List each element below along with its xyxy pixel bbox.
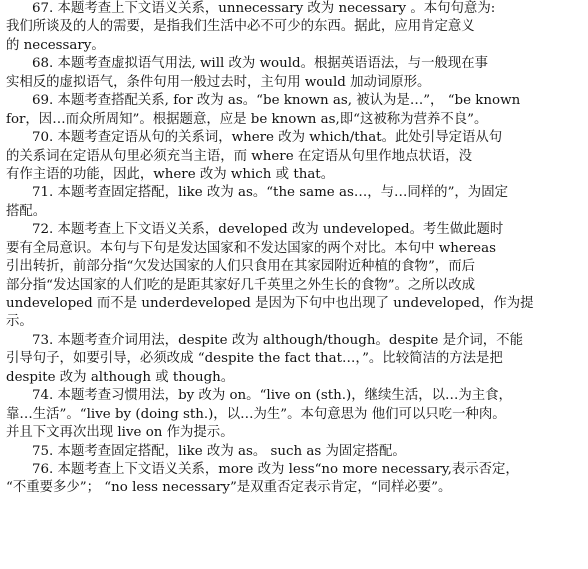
text-line: 71. 本题考查固定搭配，like 改为 as。“the same as…，与…同样的”，为固定 xyxy=(32,185,508,201)
text-line: 75. 本题考查固定搭配，like 改为 as。 such as 为固定搭配。 xyxy=(32,443,406,459)
text-line: 的 necessary。 xyxy=(6,37,105,53)
text-line: undeveloped 而不是 underdeveloped 是因为下句中也出现了 undeveloped，作为提 xyxy=(6,296,534,311)
text-line: 67. 本题考查上下文语义关系，unnecessary 改为 necessary 。本句句意为: xyxy=(32,1,496,16)
text-line: 我们所谈及的人的需要，是指我们生活中必不可少的东西。据此，应用肯定意义 xyxy=(6,19,475,35)
text-line: 部分指“发达国家的人们吃的是距其家好几千英里之外生长的食物”。之所以改成 xyxy=(6,277,475,293)
text-line: 搭配。 xyxy=(6,203,47,219)
text-line: 引出转折，前部分指“欠发达国家的人们只食用在其家园附近种植的食物”，而后 xyxy=(6,259,475,275)
text-line: 靠…生活”。“live by (doing sth.)，以…为生”。本句意思为 他们可以只吃一种肉。 xyxy=(6,406,506,422)
text-line: for，因…而众所周知”。根据题意，应是 be known as,即“这被称为营养不良”。 xyxy=(6,111,488,127)
text-line: 要有全局意识。本句与下句是发达国家和不发达国家的两个对比。本句中 whereas xyxy=(6,240,496,256)
text-line: 有作主语的功能，因此，where 改为 which 或 that。 xyxy=(6,166,335,182)
text-line: 68. 本题考查虚拟语气用法, will 改为 would。根据英语语法，与一般现在事 xyxy=(32,56,489,72)
text-line: 73. 本题考查介词用法，despite 改为 although/though。despite 是介词，不能 xyxy=(32,332,523,348)
answer-explanations xyxy=(6,0,584,498)
text-line: 并且下文再次出现 live on 作为提示。 xyxy=(6,425,234,441)
text-line: 引导句子，如要引导，必须改成 “despite the fact that…，”。比较简洁的方法是把 xyxy=(6,351,503,367)
text-line: 72. 本题考查上下文语义关系，developed 改为 undeveloped。考生做此题时 xyxy=(32,222,504,238)
text-line: despite 改为 although 或 though。 xyxy=(6,369,235,385)
text-line: 76. 本题考查上下文语义关系，more 改为 less“no more necessary,表示否定， xyxy=(32,461,519,477)
text-line: 69. 本题考查搭配关系, for 改为 as。“be known as, 被认为是…”， “be known xyxy=(32,93,521,109)
text-line: “不重要多少”； “no less necessary”是双重否定表示肯定，“同样必要”。 xyxy=(6,480,452,496)
text-line: 实相反的虚拟语气，条件句用一般过去时，主句用 would 加动词原形。 xyxy=(6,74,431,90)
text-line: 70. 本题考查定语从句的关系词，where 改为 which/that。此处引导定语从句 xyxy=(32,130,503,146)
text-line: 的关系词在定语从句里必须充当主语，而 where 在定语从句里作地点状语，没 xyxy=(6,148,472,164)
text-line: 74. 本题考查习惯用法，by 改为 on。“live on (sth.)，继续生活，以…为主食， xyxy=(32,388,512,404)
text-line: 示。 xyxy=(6,314,33,330)
